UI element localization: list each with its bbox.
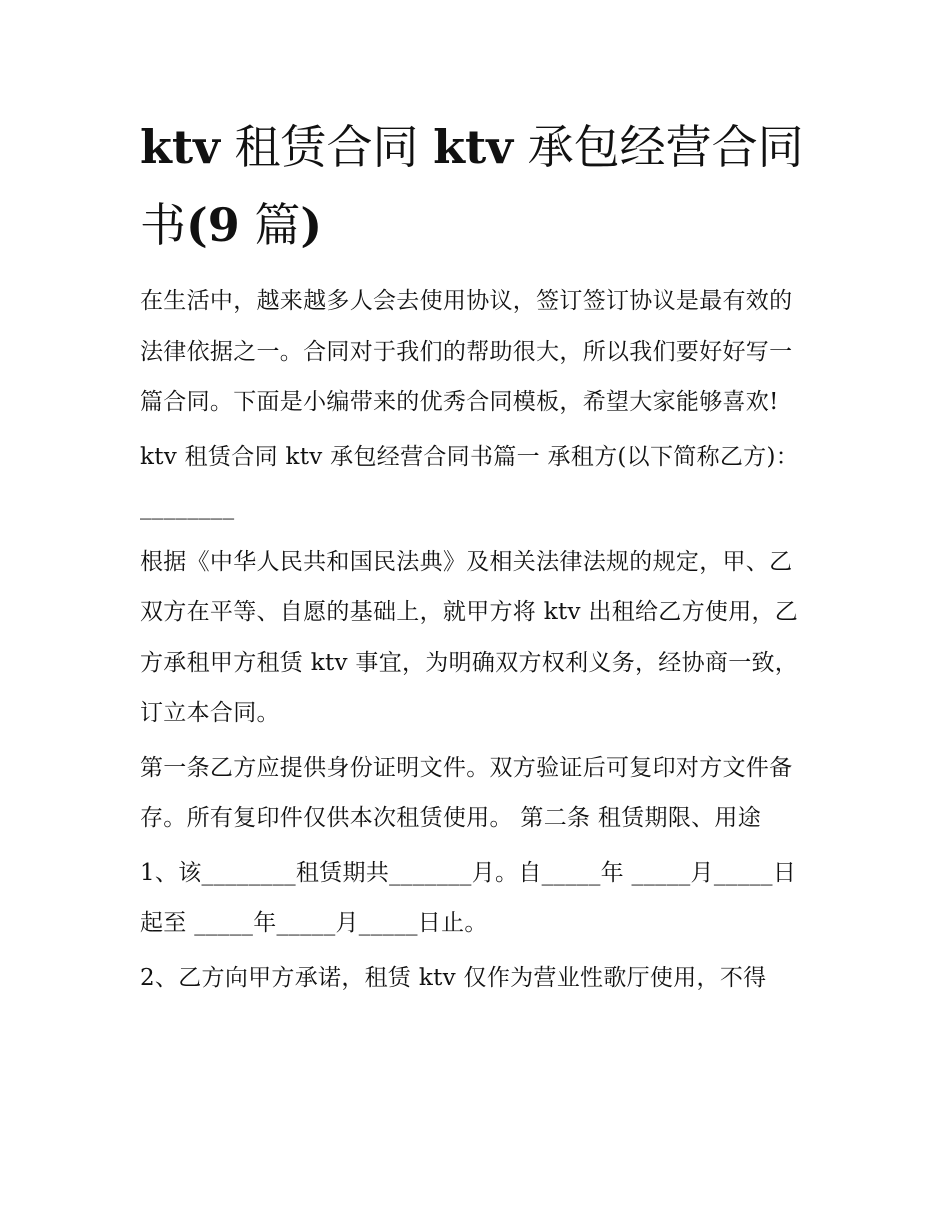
title-part: ktv [140, 120, 220, 174]
intro-paragraph: 在生活中，越来越多人会去使用协议，签订签订协议是最有效的法律依据之一。合同对于我们的帮助很大，所以我们要好好写一篇合同。下面是小编带来的优秀合同模板，希望大家能够喜欢! [140, 288, 793, 415]
usage-clause-paragraph: 2、乙方向甲方承诺，租赁 ktv 仅作为营业性歌厅使用，不得 [140, 964, 767, 991]
title-part: 租赁合同 [219, 120, 434, 174]
legal-basis-paragraph: 根据《中华人民共和国民法典》及相关法律法规的规定，甲、乙双方在平等、自愿的基础上，就甲方将 ktv 出租给乙方使用，乙方承租甲方租赁 ktv 事宜，为明确双方权利义务，经协商一致，订立本合同。 [140, 548, 799, 726]
article-one-paragraph: 第一条乙方应提供身份证明文件。双方验证后可复印对方文件备存。所有复印件仅供本次租赁使用。 第二条 租赁期限、用途 [140, 754, 793, 831]
title-part: (9 [186, 198, 240, 252]
title-part: ktv [433, 120, 513, 174]
title-part: ) [300, 198, 323, 252]
document-title [140, 108, 812, 264]
title-part: 篇 [239, 198, 301, 252]
contract-heading-paragraph: ktv 租赁合同 ktv 承包经营合同书篇一 承租方(以下简称乙方)：________ [140, 443, 800, 520]
document-body [140, 108, 812, 1007]
title-part: 承包经营合同书 [140, 120, 804, 252]
term-clause-paragraph: 1、该________租赁期共_______月。自_____年 _____月_____日起至 _____年_____月_____日止。 [140, 859, 797, 936]
